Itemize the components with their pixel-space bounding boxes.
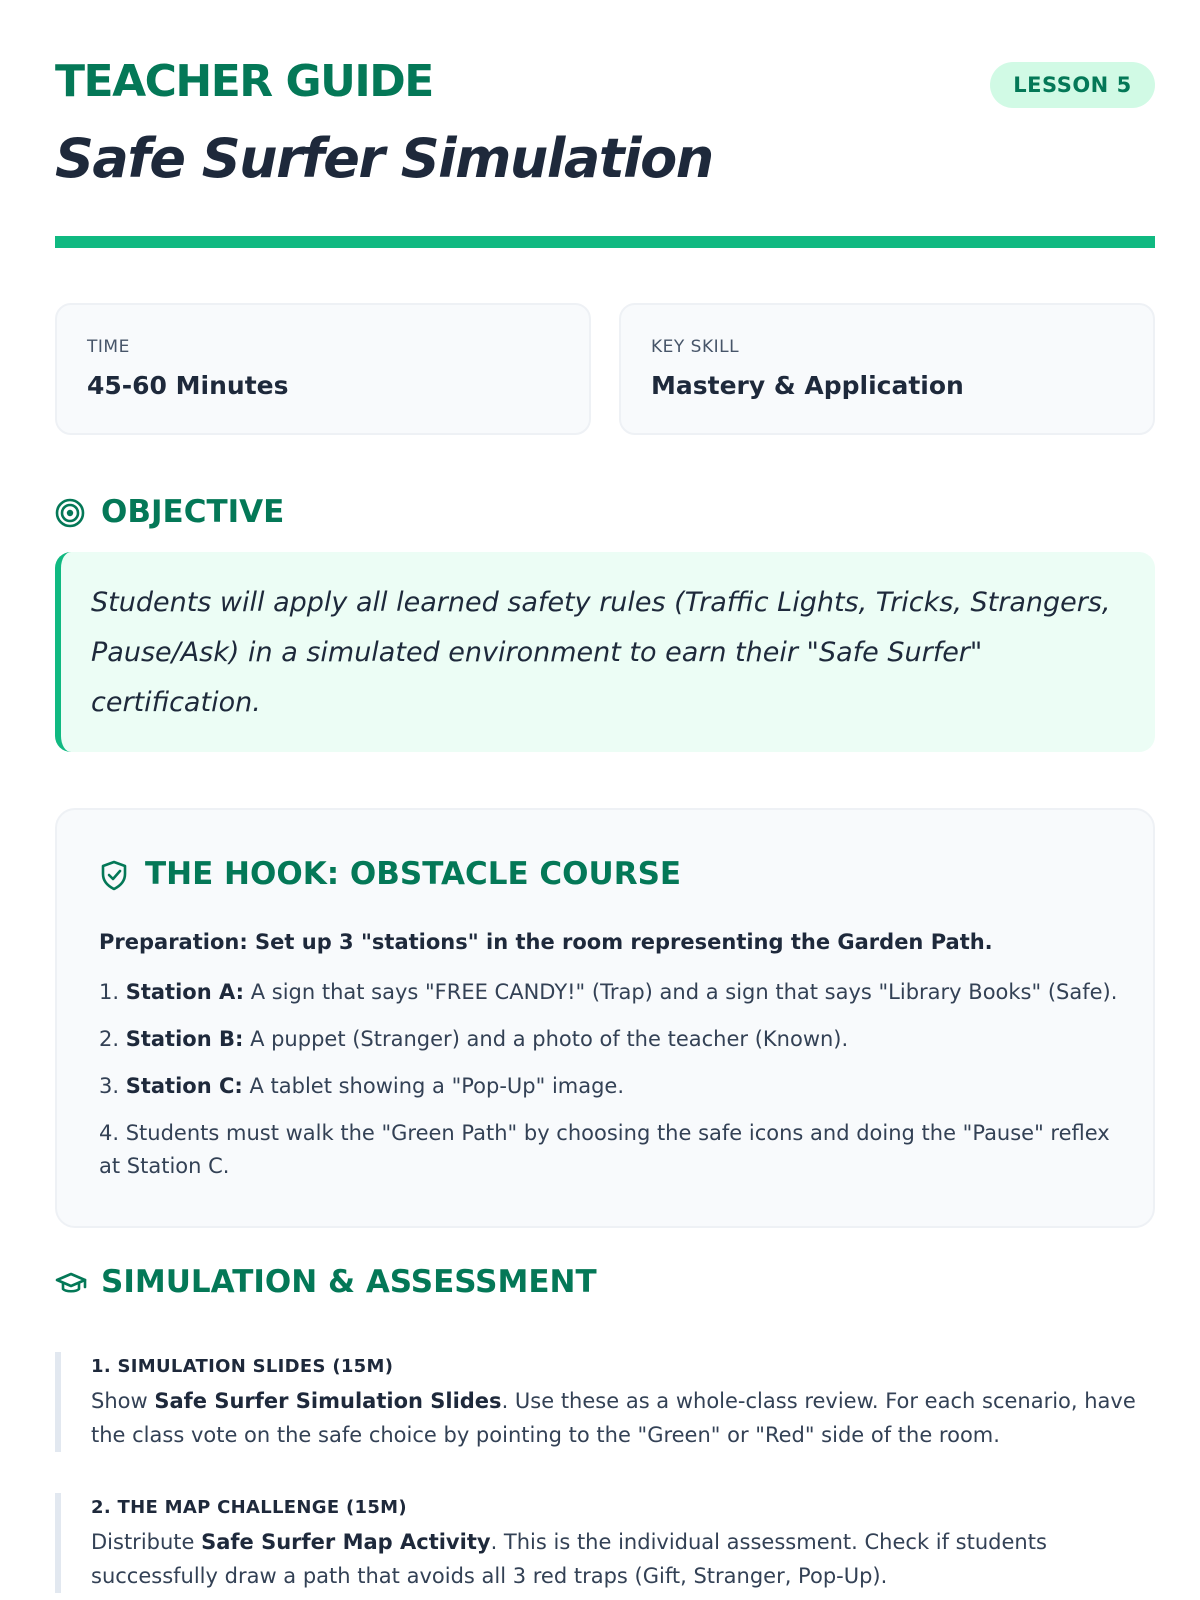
hook-card	[55, 808, 1155, 1228]
objective-heading	[55, 490, 655, 534]
list-item	[99, 1117, 1119, 1183]
station-steps	[99, 976, 1119, 1197]
objective-heading-label: OBJECTIVE	[101, 494, 285, 530]
resource-name: Safe Surfer Map Activity	[201, 1530, 491, 1554]
assessment-heading-label: SIMULATION & ASSESSMENT	[101, 1264, 597, 1300]
step-station: Station A:	[125, 980, 245, 1004]
header-divider	[55, 236, 1155, 248]
guide-kicker: TEACHER GUIDE	[55, 56, 433, 107]
step-station: Station B:	[125, 1027, 244, 1051]
step-text: A puppet (Stranger) and a photo of the teacher (Known).	[243, 1027, 849, 1051]
assessment-heading	[55, 1260, 855, 1304]
target-icon	[55, 496, 89, 530]
time-card	[55, 303, 591, 435]
objective-box	[55, 552, 1155, 752]
step-number: 2.	[99, 1027, 126, 1051]
page-title: Safe Surfer Simulation	[55, 127, 713, 190]
graduation-cap-icon	[55, 1266, 89, 1300]
key-skill-card	[619, 303, 1155, 435]
key-skill-label: KEY SKILL	[651, 337, 740, 357]
time-value: 45-60 Minutes	[87, 371, 289, 400]
assessment-item-body	[91, 1384, 1155, 1452]
assessment-item-heading: 2. THE MAP CHALLENGE (15M)	[91, 1497, 407, 1518]
assessment-item-heading: 1. SIMULATION SLIDES (15M)	[91, 1356, 394, 1377]
step-number: 4.	[99, 1121, 126, 1145]
shield-check-icon	[99, 858, 133, 892]
list-item	[99, 1023, 1119, 1056]
step-number: 3.	[99, 1074, 126, 1098]
list-item	[99, 976, 1119, 1009]
lesson-badge: LESSON 5	[990, 62, 1155, 108]
body-text: . Use these as a whole-class review. For each scenario, have the class vote on the safe choice by pointing to the "Green" or "Red" side of the room.	[91, 1389, 1136, 1447]
preparation-note: Preparation: Set up 3 "stations" in the room representing the Garden Path.	[99, 930, 993, 954]
body-text: . This is the individual assessment. Check if students successfully draw a path that avoids all 3 red traps (Gift, Stranger, Pop-Up).	[91, 1530, 1047, 1588]
step-number: 1.	[99, 980, 126, 1004]
hook-heading-label: THE HOOK: OBSTACLE COURSE	[145, 856, 682, 892]
step-text: A sign that says "FREE CANDY!" (Trap) and a sign that says "Library Books" (Safe).	[244, 980, 1118, 1004]
assessment-item-map	[55, 1493, 1155, 1593]
list-item	[99, 1070, 1119, 1103]
step-text: A tablet showing a "Pop-Up" image.	[242, 1074, 625, 1098]
objective-text: Students will apply all learned safety rules (Traffic Lights, Tricks, Strangers, Pause/Ask) in a simulated environment to earn their "Safe Surfer" certification.	[91, 587, 1111, 718]
assessment-item-body	[91, 1525, 1155, 1593]
step-text: Students must walk the "Green Path" by choosing the safe icons and doing the "Pause" reflex at Station C.	[99, 1121, 1110, 1178]
time-label: TIME	[87, 337, 130, 357]
body-lead: Distribute	[91, 1530, 202, 1554]
header	[55, 56, 1155, 116]
step-station: Station C:	[125, 1074, 243, 1098]
assessment-item-slides	[55, 1352, 1155, 1452]
hook-heading	[99, 852, 999, 896]
body-lead: Show	[91, 1389, 155, 1413]
resource-name: Safe Surfer Simulation Slides	[154, 1389, 502, 1413]
key-skill-value: Mastery & Application	[651, 371, 964, 400]
